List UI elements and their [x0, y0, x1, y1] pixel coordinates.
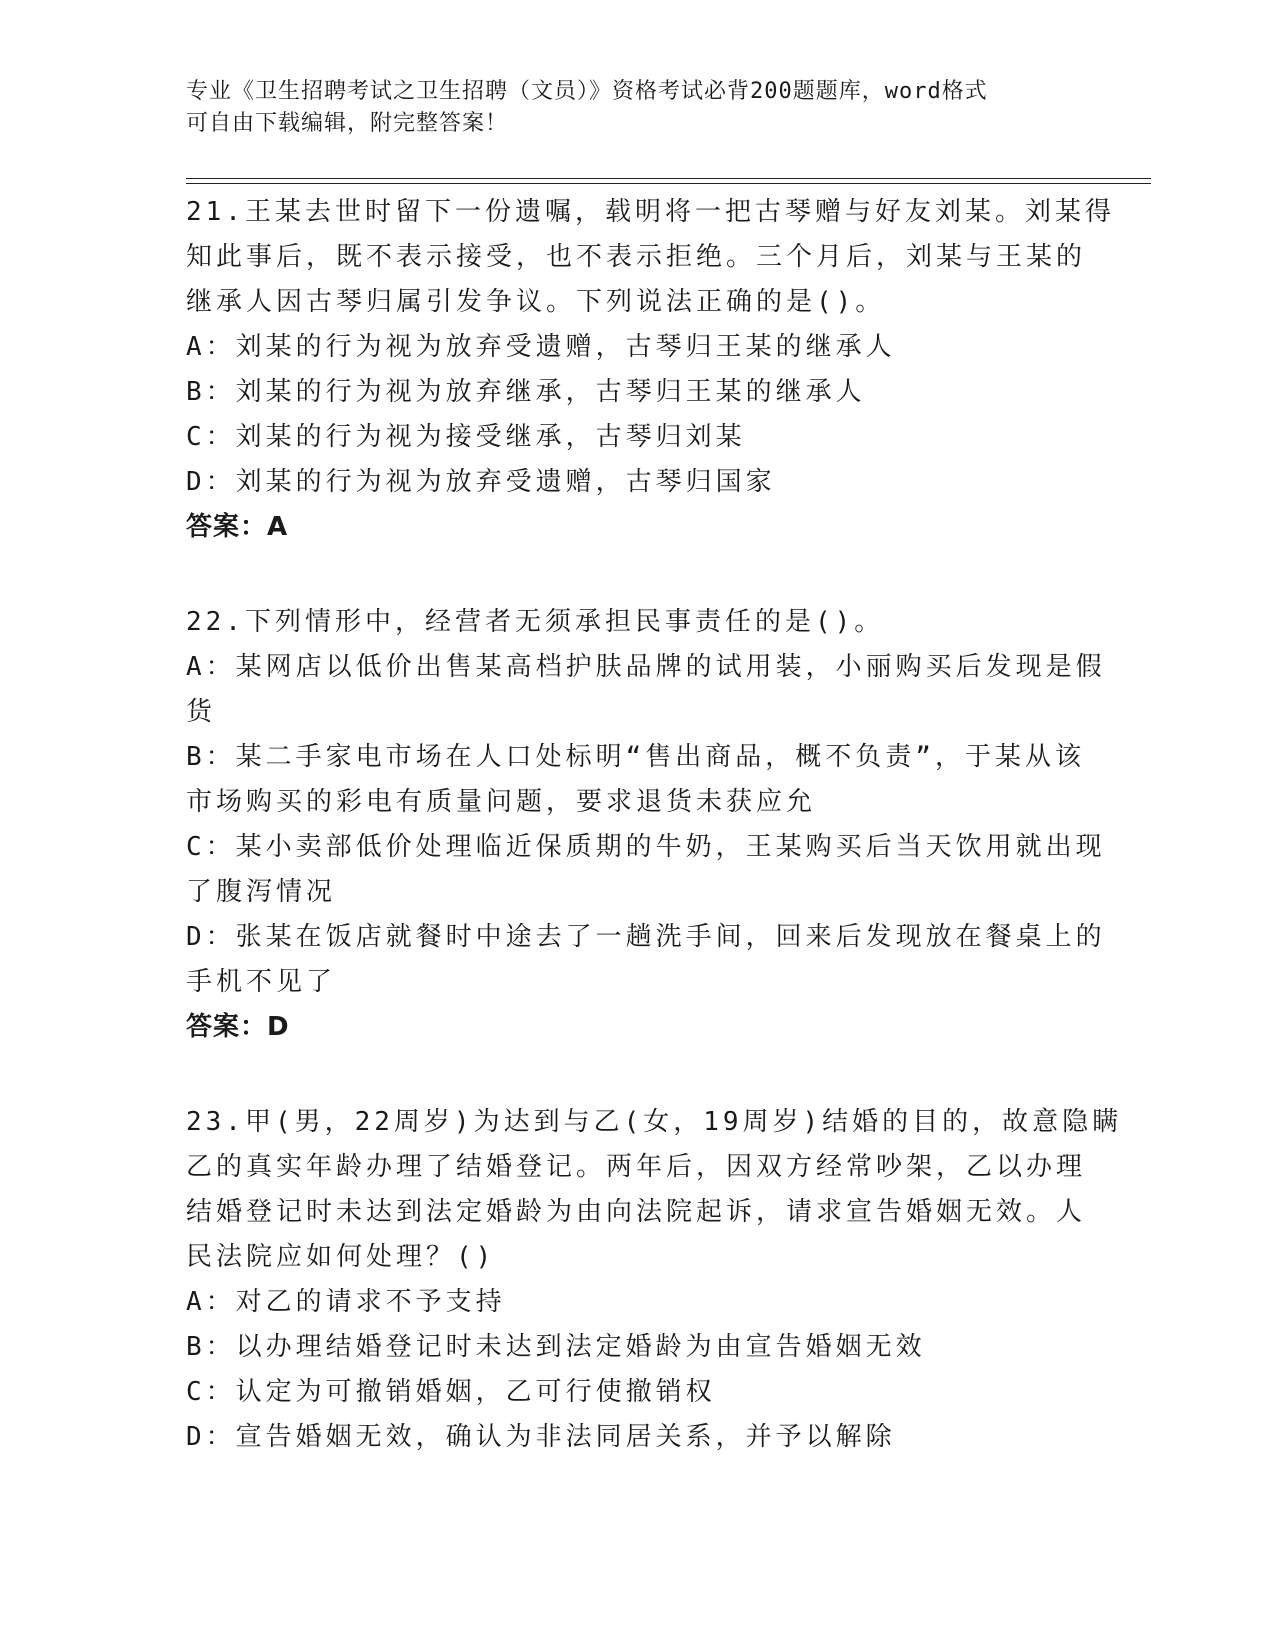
question-stem-line: 乙的真实年龄办理了结婚登记。两年后，因双方经常吵架，乙以办理 — [186, 1152, 1087, 1182]
question-stem-line: 继承人因古琴归属引发争议。下列说法正确的是()。 — [186, 287, 886, 317]
option-a-continued: 货 — [186, 697, 217, 727]
option-d: D：张某在饭店就餐时中途去了一趟洗手间，回来后发现放在餐桌上的 — [186, 922, 1106, 952]
option-d: D：宣告婚姻无效，确认为非法同居关系，并予以解除 — [186, 1422, 896, 1452]
document-header — [186, 76, 1066, 140]
header-divider-bottom — [186, 183, 1151, 184]
question-stem-line: 知此事后，既不表示接受，也不表示拒绝。三个月后，刘某与王某的 — [186, 242, 1087, 272]
option-c: C：刘某的行为视为接受继承，古琴归刘某 — [186, 422, 746, 452]
option-d: D：刘某的行为视为放弃受遗赠，古琴归国家 — [186, 467, 776, 497]
question-22 — [186, 600, 1106, 1050]
answer-label: 答案：A — [186, 512, 289, 542]
question-23 — [186, 1100, 1123, 1460]
header-line-2: 可自由下载编辑，附完整答案！ — [186, 111, 509, 136]
option-b: B：某二手家电市场在人口处标明“售出商品，概不负责”，于某从该 — [186, 742, 1085, 772]
header-line-1: 专业《卫生招聘考试之卫生招聘（文员）》资格考试必背200题题库，word格式 — [186, 79, 988, 104]
question-spacer — [186, 1050, 1086, 1100]
option-a: A：对乙的请求不予支持 — [186, 1287, 506, 1317]
question-stem-line: 23.甲(男，22周岁)为达到与乙(女，19周岁)结婚的目的，故意隐瞒 — [186, 1107, 1123, 1137]
option-c: C：某小卖部低价处理临近保质期的牛奶，王某购买后当天饮用就出现 — [186, 832, 1106, 862]
option-a: A：某网店以低价出售某高档护肤品牌的试用装，小丽购买后发现是假 — [186, 652, 1106, 682]
option-b-continued: 市场购买的彩电有质量问题，要求退货未获应允 — [186, 787, 817, 817]
option-b: B：以办理结婚登记时未达到法定婚龄为由宣告婚姻无效 — [186, 1332, 926, 1362]
question-stem-line: 结婚登记时未达到法定婚龄为由向法院起诉，请求宣告婚姻无效。人 — [186, 1197, 1087, 1227]
option-b: B：刘某的行为视为放弃继承，古琴归王某的继承人 — [186, 377, 866, 407]
option-c: C：认定为可撤销婚姻，乙可行使撤销权 — [186, 1377, 716, 1407]
header-divider-top — [186, 178, 1151, 179]
question-stem-line: 21.王某去世时留下一份遗嘱，载明将一把古琴赠与好友刘某。刘某得 — [186, 197, 1115, 227]
question-21 — [186, 190, 1115, 550]
option-d-continued: 手机不见了 — [186, 967, 337, 997]
question-stem-line: 22.下列情形中，经营者无须承担民事责任的是()。 — [186, 607, 885, 637]
question-spacer — [186, 550, 1086, 600]
option-a: A：刘某的行为视为放弃受遗赠，古琴归王某的继承人 — [186, 332, 896, 362]
answer-label: 答案：D — [186, 1012, 290, 1042]
question-stem-line: 民法院应如何处理？() — [186, 1242, 496, 1272]
question-list — [186, 190, 1123, 1460]
option-c-continued: 了腹泻情况 — [186, 877, 337, 907]
